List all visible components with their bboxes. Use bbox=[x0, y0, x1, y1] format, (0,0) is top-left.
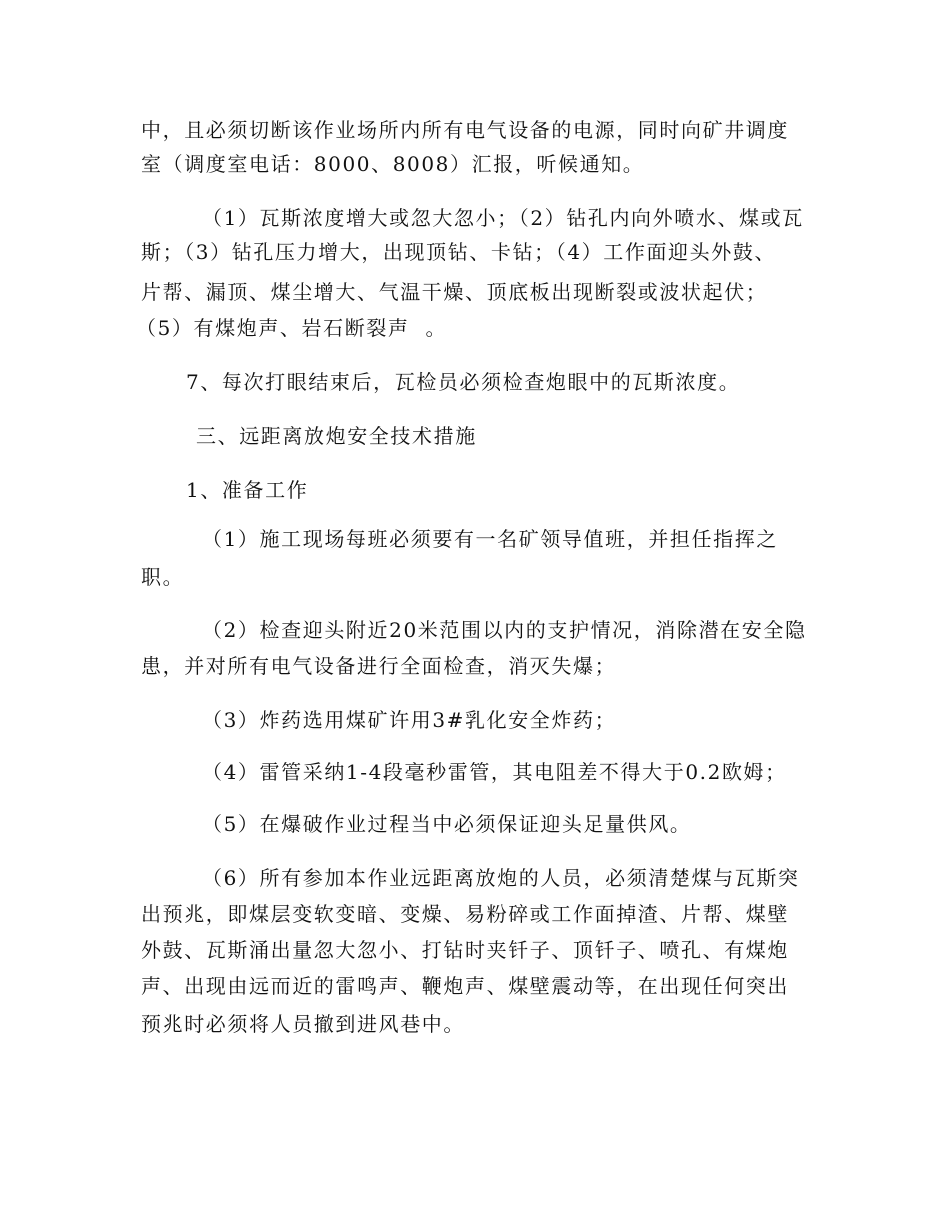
text-line: 7、每次打眼结束后，瓦检员必须检查炮眼中的瓦斯浓度。 bbox=[186, 370, 741, 394]
text-line: 室（调度室电话：8000、8008）汇报，听候通知。 bbox=[141, 152, 645, 176]
text-line: （1）施工现场每班必须要有一名矿领导值班，并担任指挥之 bbox=[202, 527, 778, 551]
subsection-heading: 1、准备工作 bbox=[186, 478, 309, 502]
text-line: 外鼓、瓦斯涌出量忽大忽小、打钻时夹钎子、顶钎子、喷孔、有煤炮 bbox=[141, 938, 789, 962]
text-line: （4）雷管采纳1-4段毫秒雷管，其电阻差不得大于0.2欧姆； bbox=[202, 760, 787, 784]
text-line: （5）在爆破作业过程当中必须保证迎头足量供风。 bbox=[202, 812, 692, 836]
text-line: 患，并对所有电气设备进行全面检查，消灭失爆； bbox=[141, 654, 617, 678]
text-line: 斯；（3）钻孔压力增大，出现顶钻、卡钻；（4）工作面迎头外鼓、 bbox=[141, 240, 777, 264]
section-heading: 三、远距离放炮安全技术措施 bbox=[196, 424, 477, 448]
text-line: （2）检查迎头附近20米范围以内的支护情况，消除潜在安全隐 bbox=[202, 618, 807, 642]
text-line: 预兆时必须将人员撤到进风巷中。 bbox=[141, 1012, 465, 1036]
text-line: 出预兆，即煤层变软变暗、变燥、易粉碎或工作面掉渣、片帮、煤壁 bbox=[141, 902, 789, 926]
text-line: （3）炸药选用煤矿许用3#乳化安全炸药； bbox=[202, 708, 617, 732]
text-line: 片帮、漏顶、煤尘增大、气温干燥、顶底板出现断裂或波状起伏； bbox=[141, 280, 768, 304]
text-line: （5）有煤炮声、岩石断裂声 。 bbox=[136, 316, 448, 340]
text-line: 中，且必须切断该作业场所内所有电气设备的电源，同时向矿井调度 bbox=[141, 118, 789, 142]
text-line: 声、出现由远而近的雷鸣声、鞭炮声、煤壁震动等，在出现任何突出 bbox=[141, 974, 789, 998]
text-line: （6）所有参加本作业远距离放炮的人员，必须清楚煤与瓦斯突 bbox=[202, 866, 800, 890]
text-line: （1）瓦斯浓度增大或忽大忽小；（2）钻孔内向外喷水、煤或瓦 bbox=[202, 206, 804, 230]
text-line: 职。 bbox=[141, 565, 185, 589]
